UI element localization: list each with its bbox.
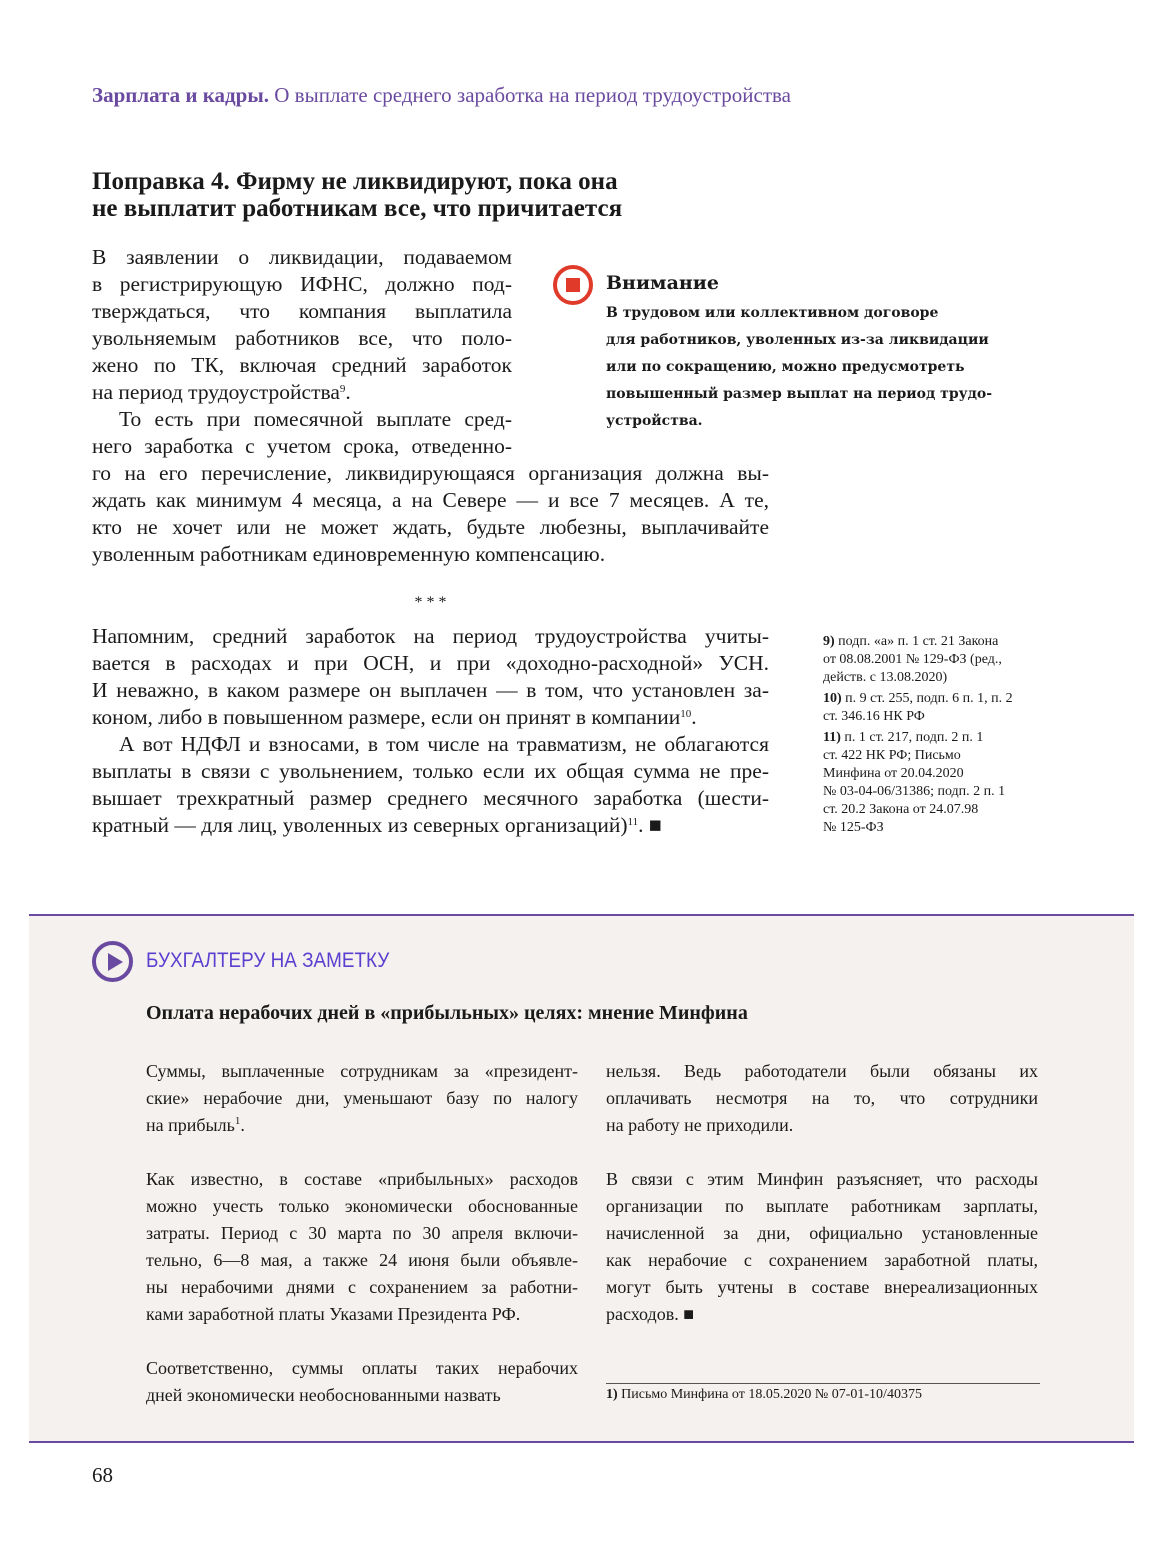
article-name: О выплате среднего заработка на период трудоустройства (274, 83, 791, 107)
text-line (606, 1166, 1038, 1193)
line-text: ские» нерабочие дни, уменьшают базу по налогу (146, 1088, 578, 1108)
line-text: Суммы, выплаченные сотрудникам за «президент- (146, 1061, 578, 1081)
line-text: расходов. ■ (606, 1304, 695, 1324)
footnote-line (823, 669, 1048, 687)
footnote-line (823, 783, 1048, 801)
footnote-line (823, 690, 1048, 708)
line-text: выплаты в связи с увольнением, только если их общая сумма не пре- (92, 759, 769, 783)
callout-title: Внимание (606, 272, 719, 294)
text-line (92, 677, 769, 704)
line-text: В заявлении о ликвидации, подаваемом (92, 245, 512, 269)
box-column-left (146, 1058, 578, 1409)
text-line (146, 1166, 578, 1193)
line-text: на работу не приходили. (606, 1115, 794, 1135)
text-line (146, 1193, 578, 1220)
line-text: увольняемым работников все, что поло- (92, 326, 512, 350)
line-text: оплачивать несмотря на то, что сотрудники (606, 1088, 1038, 1108)
footnote-line (823, 651, 1048, 669)
box-footnote (606, 1387, 922, 1403)
callout-line: устройства. (606, 413, 703, 429)
text-line (92, 352, 512, 379)
line-text: на прибыль (146, 1115, 235, 1135)
running-header (92, 83, 791, 108)
box-title: Оплата нерабочих дней в «прибыльных» целях: мнение Минфина (146, 1002, 748, 1024)
line-text: как нерабочие с сохранением заработной платы, (606, 1250, 1038, 1270)
line-text: То есть при помесячной выплате сред- (119, 407, 512, 431)
text-line (92, 487, 769, 514)
text-line (146, 1220, 578, 1247)
callout-line: В трудовом или коллективном договоре (606, 305, 939, 321)
footnote-ref: 9 (339, 383, 346, 395)
box-column-right (606, 1058, 1038, 1328)
footnote-number: 9) (823, 634, 835, 649)
callout-line: для работников, уволенных из-за ликвидации (606, 332, 989, 348)
footnote (823, 729, 1048, 837)
warning-stop-icon (553, 265, 593, 305)
footnote-text: п. 1 ст. 217, подп. 2 п. 1 (844, 730, 984, 745)
text-line (606, 1193, 1038, 1220)
footnote-line (823, 819, 1048, 837)
section-name: Зарплата и кадры. (92, 83, 270, 107)
line-text: него заработка с учетом срока, отведенно- (92, 434, 512, 458)
callout-body (606, 300, 1026, 435)
box-label: БУХГАЛТЕРУ НА ЗАМЕТКУ (146, 949, 390, 972)
text-line (92, 406, 512, 433)
text-line (92, 379, 512, 406)
text-line (92, 433, 512, 460)
paragraph-gap (146, 1139, 578, 1166)
text-line (92, 623, 769, 650)
text-line (92, 704, 769, 731)
footnote-divider (606, 1383, 1040, 1384)
text-line (92, 785, 769, 812)
text-line (606, 1058, 1038, 1085)
line-text: тверждаться, что компания выплатила (92, 299, 512, 323)
footnote-number: 11) (823, 730, 841, 745)
line-text: на период трудоустройства (92, 380, 340, 404)
line-text: начисленной за дни, официально установленные (606, 1223, 1038, 1243)
footnote-text: подп. «а» п. 1 ст. 21 Закона (838, 634, 999, 649)
text-line (146, 1085, 578, 1112)
text-line (146, 1112, 578, 1139)
text-line (92, 514, 769, 541)
punct: . (240, 1115, 245, 1135)
line-text: вышает трехкратный размер среднего месячного заработка (шести- (92, 786, 769, 810)
line-text: И неважно, в каком размере он выплачен — в том, что установлен за- (92, 678, 769, 702)
line-text: затраты. Период с 30 марта по 30 апреля включи- (146, 1223, 578, 1243)
paragraph-gap (146, 1328, 578, 1355)
footnote-text: от 08.08.2001 № 129-ФЗ (ред., (823, 652, 1002, 667)
footnote-line (823, 729, 1048, 747)
line-text: в регистрирующую ИФНС, должно под- (92, 272, 512, 296)
line-text: Напомним, средний заработок на период трудоустройства учиты- (92, 624, 769, 648)
page-number: 68 (92, 1463, 113, 1487)
text-line (146, 1382, 578, 1409)
text-line (606, 1085, 1038, 1112)
text-line (606, 1274, 1038, 1301)
footnote-ref: 11 (627, 816, 639, 828)
footnote-ref: 1 (234, 1115, 241, 1127)
text-line (146, 1247, 578, 1274)
footnote-text: ст. 346.16 НК РФ (823, 709, 925, 724)
title-line: не выплатит работникам все, что причитается (92, 195, 623, 222)
footnote-line (823, 633, 1048, 651)
footnote-text: № 125-ФЗ (823, 820, 884, 835)
callout-line: или по сокращению, можно предусмотреть (606, 359, 965, 375)
footnote-line (823, 747, 1048, 765)
footnote-text: действ. с 13.08.2020) (823, 670, 948, 685)
paragraph-gap (606, 1139, 1038, 1166)
text-line (606, 1301, 1038, 1328)
text-line (92, 325, 512, 352)
line-text: кратный — для лиц, уволенных из северных организаций) (92, 813, 628, 837)
line-text: В связи с этим Минфин разъясняет, что расходы (606, 1169, 1038, 1189)
line-text: вается в расходах и при ОСН, и при «доходно-расходной» УСН. (92, 651, 769, 675)
footnote-text: п. 9 ст. 255, подп. 6 п. 1, п. 2 (845, 691, 1013, 706)
footnote-text: Письмо Минфина от 18.05.2020 № 07-01-10/40375 (621, 1387, 922, 1402)
callout-line: повышенный размер выплат на период трудо- (606, 386, 993, 402)
punct: . (691, 705, 697, 729)
line-text: уволенным работникам единовременную компенсацию. (92, 542, 606, 566)
line-text: дней экономически необоснованными назвать (146, 1385, 501, 1405)
text-line (92, 541, 769, 568)
line-text: Соответственно, суммы оплаты таких нерабочих (146, 1358, 578, 1378)
footnote-number: 10) (823, 691, 842, 706)
line-text: ждать как минимум 4 месяца, а на Севере — и все 7 месяцев. А те, (92, 488, 769, 512)
text-line (146, 1058, 578, 1085)
punct: . (345, 380, 351, 404)
text-line (146, 1355, 578, 1382)
text-line (146, 1301, 578, 1328)
footnote-line (823, 801, 1048, 819)
line-text: кто не хочет или не может ждать, будьте любезны, выплачивайте (92, 515, 769, 539)
title-line: Поправка 4. Фирму не ликвидируют, пока она (92, 168, 618, 195)
text-line (92, 731, 769, 758)
text-line (606, 1112, 1038, 1139)
line-text: можно учесть только экономически обоснованные (146, 1196, 578, 1216)
footnotes (823, 633, 1048, 840)
line-text: коном, либо в повышенном размере, если он принят в компании (92, 705, 681, 729)
line-text: организации по выплате работникам зарплаты, (606, 1196, 1038, 1216)
footnote (823, 690, 1048, 726)
text-line (92, 271, 512, 298)
text-line (606, 1247, 1038, 1274)
line-text: жено по ТК, включая средний заработок (92, 353, 512, 377)
text-line (92, 298, 512, 325)
text-line (92, 812, 769, 839)
end-mark: . ■ (638, 813, 662, 837)
line-text: нельзя. Ведь работодатели были обязаны их (606, 1061, 1038, 1081)
line-text: го на его перечисление, ликвидирующаяся организация должна вы- (92, 461, 769, 485)
footnote-ref: 10 (680, 708, 692, 720)
footnote-line (823, 708, 1048, 726)
footnote-text: ст. 20.2 Закона от 24.07.98 (823, 802, 979, 817)
footnote-number: 1) (606, 1387, 618, 1402)
paragraph-group-2 (92, 623, 769, 839)
line-text: ками заработной платы Указами Президента РФ. (146, 1304, 521, 1324)
article-title (92, 168, 622, 222)
text-line (92, 758, 769, 785)
line-text: Как известно, в составе «прибыльных» расходов (146, 1169, 578, 1189)
text-line (92, 460, 769, 487)
footnote-text: ст. 422 НК РФ; Письмо (823, 748, 961, 763)
footnote (823, 633, 1048, 687)
footnote-text: № 03-04-06/31386; подп. 2 п. 1 (823, 784, 1006, 799)
line-text: А вот НДФЛ и взносами, в том числе на травматизм, не облагаются (119, 732, 769, 756)
section-separator: * * * (414, 594, 447, 611)
text-line (146, 1274, 578, 1301)
line-text: ны нерабочими днями с сохранением за работни- (146, 1277, 578, 1297)
text-line (92, 650, 769, 677)
line-text: тельно, 6—8 мая, а также 24 июня были объявле- (146, 1250, 578, 1270)
line-text: могут быть учтены в составе внереализационных (606, 1277, 1038, 1297)
text-line (606, 1220, 1038, 1247)
footnote-line (823, 765, 1048, 783)
footnote-text: Минфина от 20.04.2020 (823, 766, 964, 781)
text-line (92, 244, 512, 271)
play-icon (92, 941, 133, 982)
